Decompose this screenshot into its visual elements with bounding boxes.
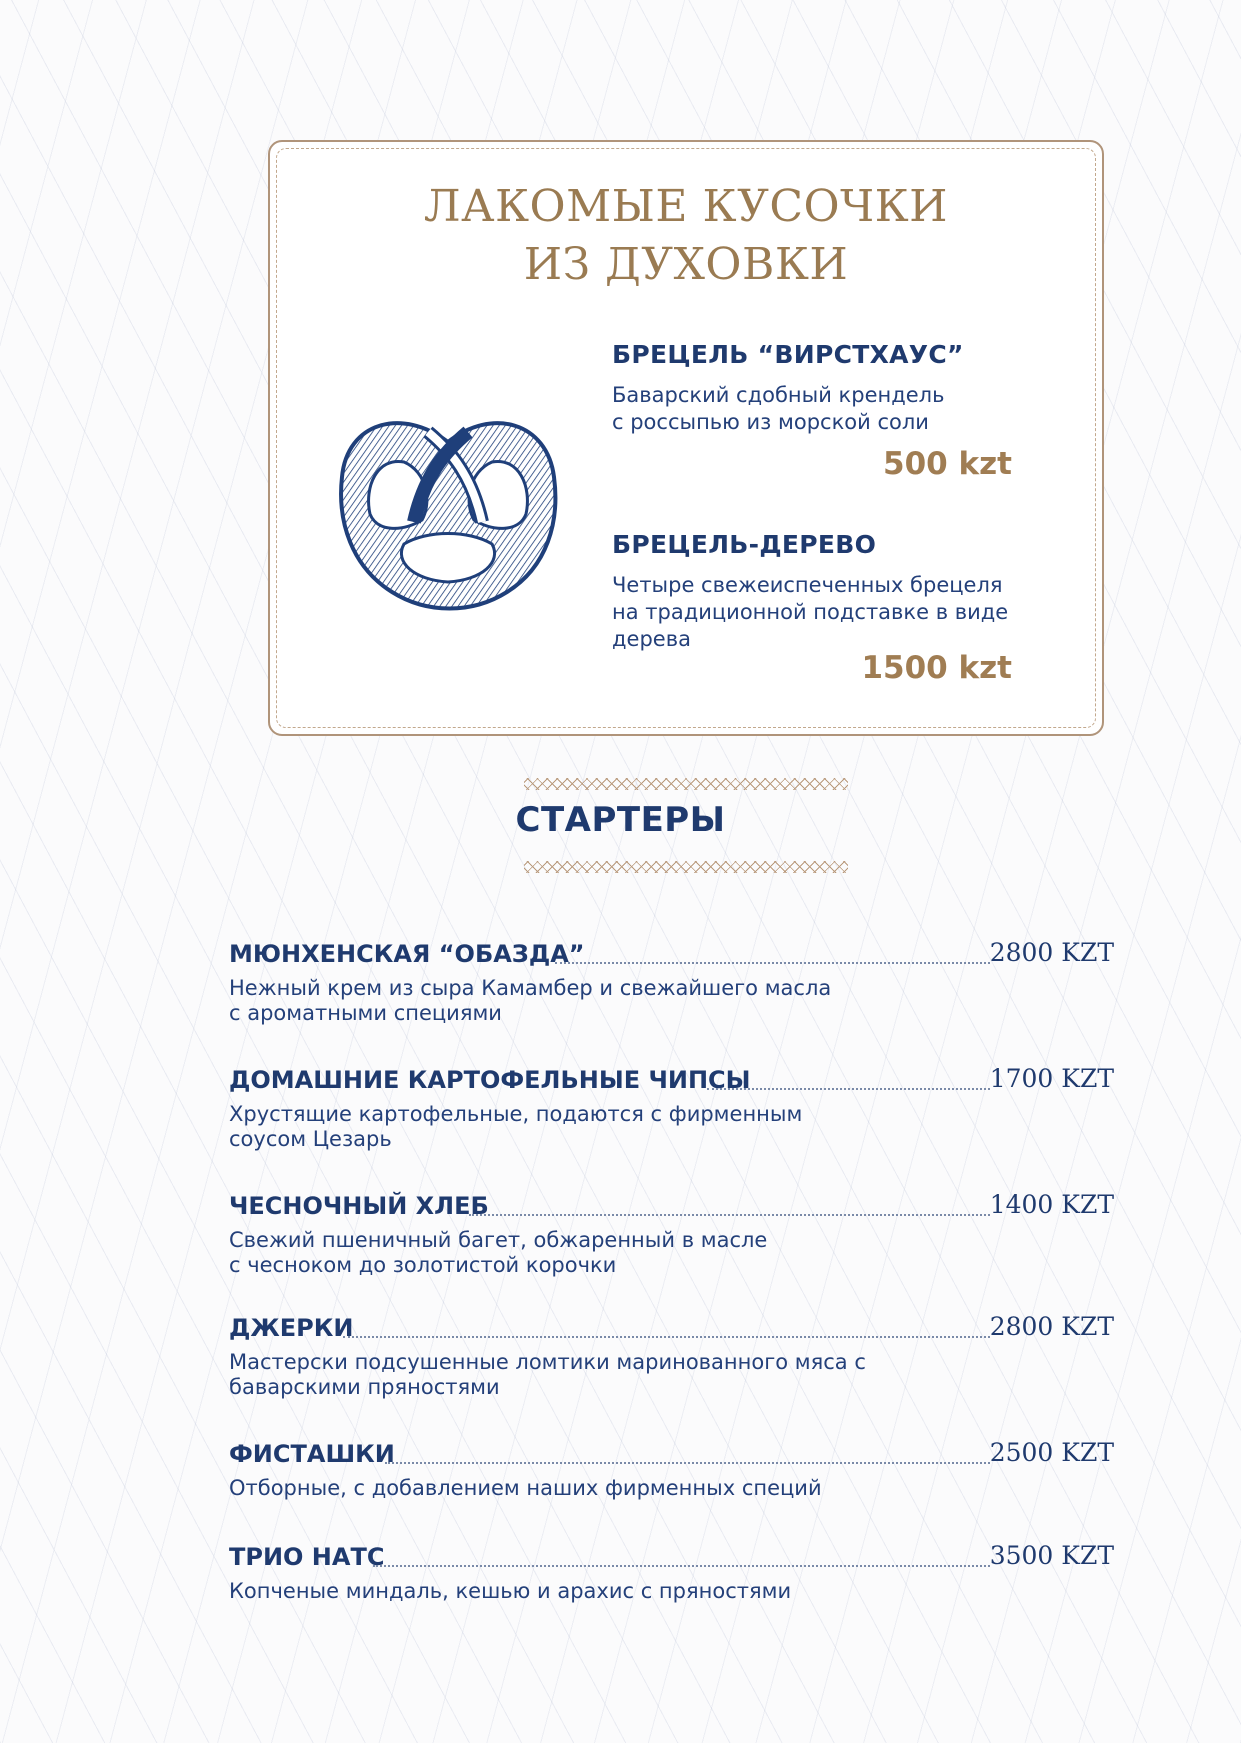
oven-item-1-desc-line2: с россыпью из морской соли xyxy=(612,410,929,434)
oven-item-1-price: 500 kzt xyxy=(883,446,1012,482)
oven-item-2-price: 1500 kzt xyxy=(861,650,1012,686)
oven-item-1-desc xyxy=(612,382,944,436)
starter-name: ДЖЕРКИ xyxy=(229,1314,354,1342)
starter-row xyxy=(229,1543,1114,1604)
starter-desc-line2: соусом Цезарь xyxy=(229,1127,392,1151)
starter-desc-line2: баварскими пряностями xyxy=(229,1375,500,1399)
starter-row xyxy=(229,1066,1114,1152)
starter-name: МЮНХЕНСКАЯ “ОБАЗДА” xyxy=(229,940,585,968)
starter-desc-line2: с ароматными специями xyxy=(229,1001,502,1025)
oven-section-frame xyxy=(268,140,1104,736)
oven-title-line1: ЛАКОМЫЕ КУСОЧКИ xyxy=(423,181,949,232)
starter-desc xyxy=(229,1350,1114,1400)
dotted-leader xyxy=(469,1214,990,1216)
starter-price: 3500 KZT xyxy=(989,1541,1114,1570)
starter-desc-line1: Мастерски подсушенные ломтики маринованного мяса с xyxy=(229,1350,866,1374)
starter-row xyxy=(229,940,1114,1026)
starter-price: 2800 KZT xyxy=(989,1312,1114,1341)
starter-desc xyxy=(229,1579,1114,1604)
decorative-band-top xyxy=(524,778,848,790)
decorative-band-bottom xyxy=(524,861,848,873)
oven-item-2-desc xyxy=(612,572,1008,653)
starter-price: 1700 KZT xyxy=(989,1064,1114,1093)
oven-title-line2: ИЗ ДУХОВКИ xyxy=(523,239,849,290)
oven-item-2-desc-line2: на традиционной подставке в виде xyxy=(612,600,1009,624)
dotted-leader xyxy=(373,1565,990,1567)
starter-name: ДОМАШНИЕ КАРТОФЕЛЬНЫЕ ЧИПСЫ xyxy=(229,1066,751,1094)
starter-desc-line1: Отборные, с добавлением наших фирменных специй xyxy=(229,1476,822,1500)
oven-item-1-desc-line1: Баварский сдобный крендель xyxy=(612,383,945,407)
oven-item-2-desc-line3: дерева xyxy=(612,627,691,651)
dotted-leader xyxy=(707,1088,990,1090)
starter-price: 1400 KZT xyxy=(989,1190,1114,1219)
starter-price: 2500 KZT xyxy=(989,1438,1114,1467)
starter-row xyxy=(229,1192,1114,1278)
starter-desc-line1: Свежий пшеничный багет, обжаренный в масле xyxy=(229,1228,768,1252)
starter-desc xyxy=(229,1476,1114,1501)
oven-section-title xyxy=(270,178,1102,294)
starter-desc xyxy=(229,1102,1114,1152)
starter-price: 2800 KZT xyxy=(989,938,1114,967)
oven-item-2-title: БРЕЦЕЛЬ-ДЕРЕВО xyxy=(612,530,877,559)
starter-desc xyxy=(229,976,1114,1026)
starters-title: СТАРТЕРЫ xyxy=(515,800,726,840)
starter-desc xyxy=(229,1228,1114,1278)
pretzel-illustration-icon xyxy=(332,402,564,620)
starter-desc-line1: Копченые миндаль, кешью и арахис с пряностями xyxy=(229,1579,792,1603)
dotted-leader xyxy=(343,1336,990,1338)
dotted-leader xyxy=(555,962,990,964)
starter-row xyxy=(229,1314,1114,1400)
starter-desc-line1: Хрустящие картофельные, подаются с фирменным xyxy=(229,1102,803,1126)
starter-name: ЧЕСНОЧНЫЙ ХЛЕБ xyxy=(229,1192,489,1220)
starter-row xyxy=(229,1440,1114,1501)
starter-name: ТРИО НАТС xyxy=(229,1543,385,1571)
starter-desc-line1: Нежный крем из сыра Камамбер и свежайшего масла xyxy=(229,976,832,1000)
starter-desc-line2: с чесноком до золотистой корочки xyxy=(229,1253,617,1277)
oven-item-2-desc-line1: Четыре свежеиспеченных брецеля xyxy=(612,573,1003,597)
oven-item-1-title: БРЕЦЕЛЬ “ВИРСТХАУС” xyxy=(612,340,964,369)
starter-name: ФИСТАШКИ xyxy=(229,1440,395,1468)
dotted-leader xyxy=(385,1462,990,1464)
